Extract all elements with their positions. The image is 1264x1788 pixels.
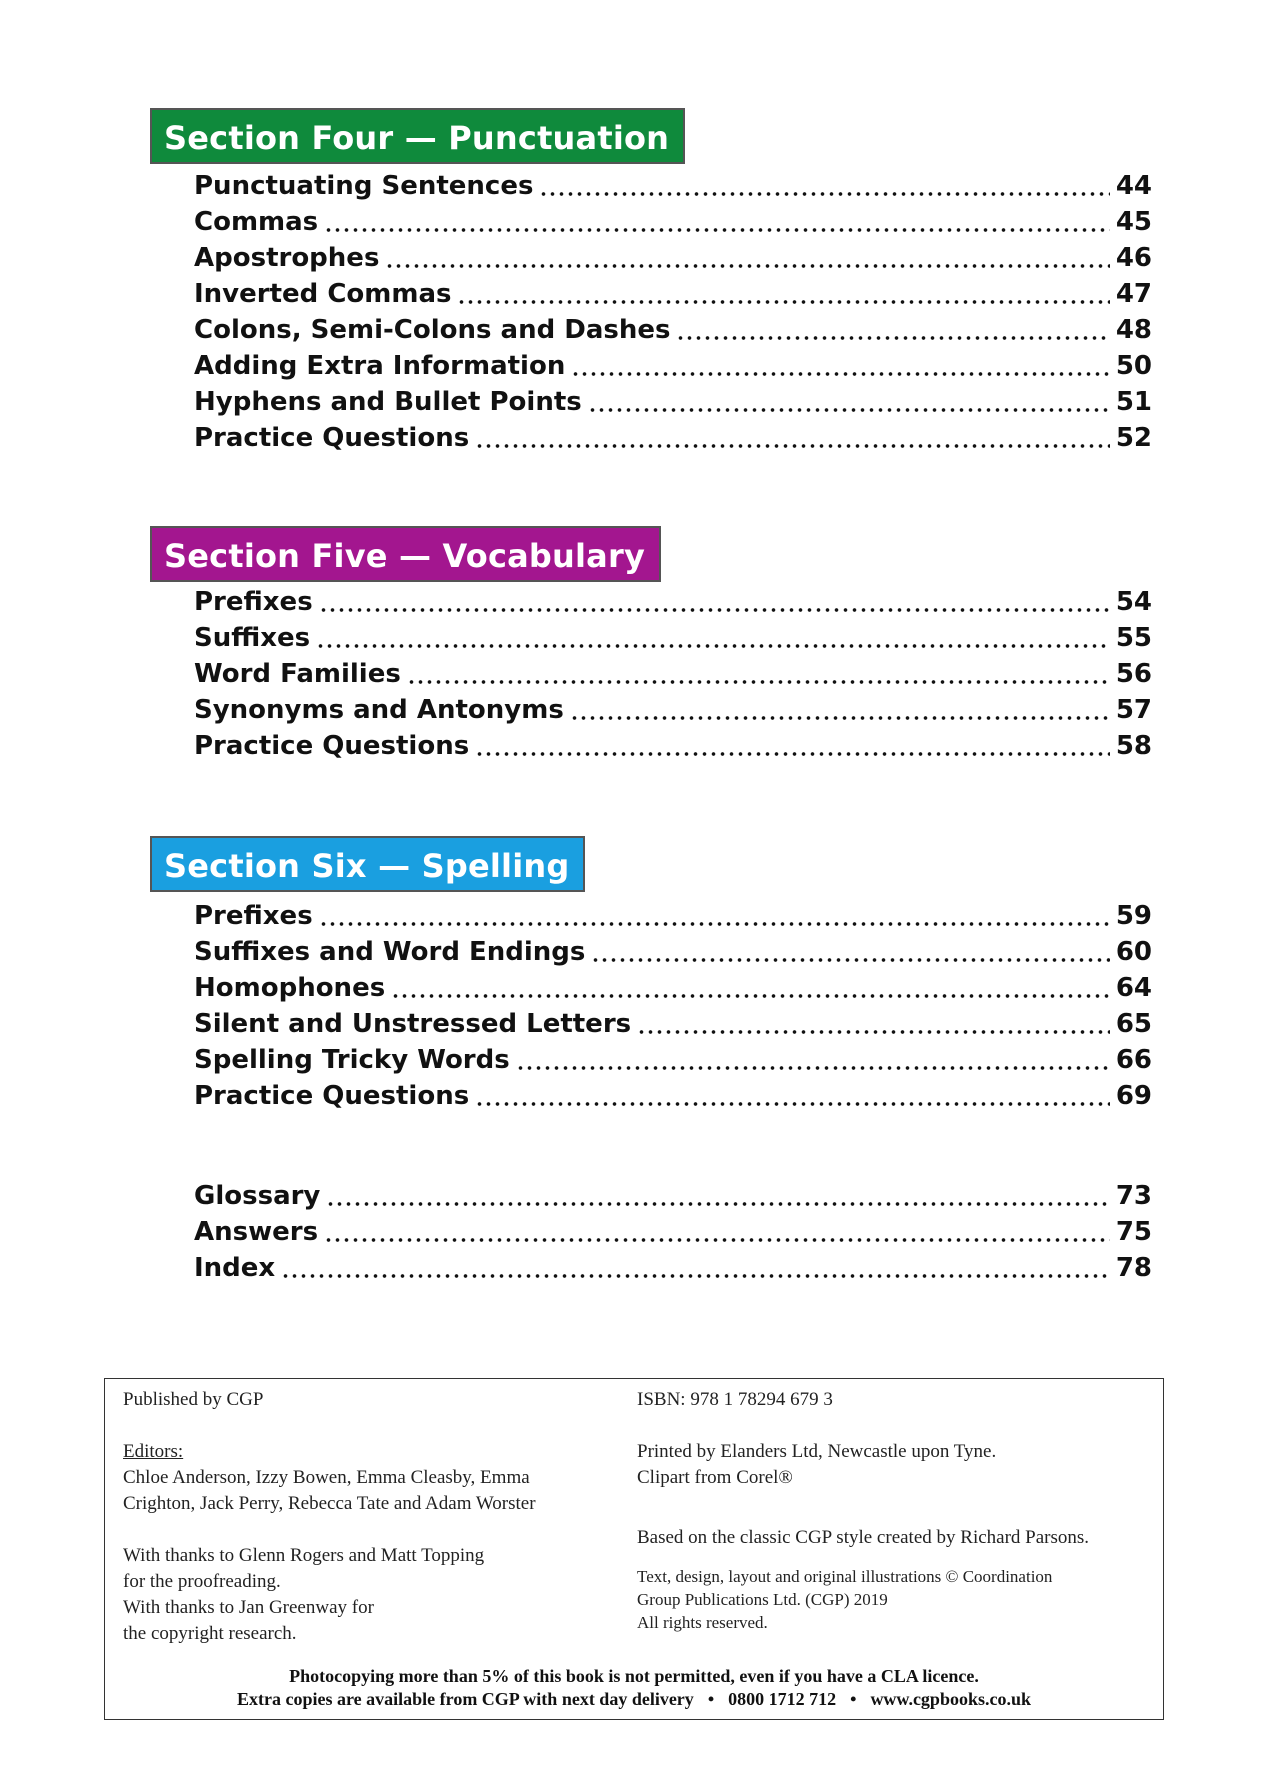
toc-entry-label: Synonyms and Antonyms — [194, 695, 564, 725]
bullet-separator: • — [850, 1689, 857, 1709]
toc-entry-label: Glossary — [194, 1181, 321, 1211]
toc-entry[interactable] — [194, 584, 1152, 620]
copyright-line: Text, design, layout and original illustrations © Coordination — [637, 1567, 1053, 1586]
imprint-right-column — [637, 1387, 1157, 1634]
bullet-separator: • — [707, 1689, 715, 1709]
toc-entry-label: Prefixes — [194, 901, 313, 931]
thanks-line: With thanks to Glenn Rogers and Matt Topping — [123, 1545, 485, 1566]
toc-entry-page: 64 — [1115, 973, 1152, 1003]
toc-entry-label: Hyphens and Bullet Points — [194, 387, 582, 417]
toc-entry[interactable] — [194, 312, 1152, 348]
toc-entry-page: 55 — [1115, 623, 1152, 653]
section-six-banner: Section Six — Spelling — [150, 836, 585, 892]
extra-copies-line — [105, 1688, 1163, 1711]
toc-entry[interactable] — [194, 1078, 1152, 1114]
toc-entry[interactable] — [194, 240, 1152, 276]
toc-entry-page: 46 — [1115, 243, 1152, 273]
toc-entry[interactable] — [194, 276, 1152, 312]
dot-leader — [457, 299, 1110, 305]
dot-leader — [676, 335, 1110, 341]
dot-leader — [319, 607, 1110, 613]
toc-entry[interactable] — [194, 168, 1152, 204]
toc-entry-label: Commas — [194, 207, 319, 237]
back-matter — [150, 1178, 1150, 1286]
dot-leader — [539, 191, 1110, 197]
dot-leader — [391, 993, 1110, 999]
toc-entry-label: Colons, Semi-Colons and Dashes — [194, 315, 671, 345]
toc-entry-page: 56 — [1115, 659, 1152, 689]
toc-entry-page: 75 — [1115, 1217, 1152, 1247]
section-five-banner: Section Five — Vocabulary — [150, 526, 661, 582]
toc-entry-label: Apostrophes — [194, 243, 380, 273]
toc-entry[interactable] — [194, 384, 1152, 420]
dot-leader — [571, 371, 1110, 377]
toc-entry-page: 50 — [1115, 351, 1152, 381]
thanks-line: the copyright research. — [123, 1623, 297, 1644]
toc-entry-page: 59 — [1115, 901, 1152, 931]
dot-leader — [324, 227, 1110, 233]
toc-entry[interactable] — [194, 728, 1152, 764]
dot-leader — [475, 443, 1110, 449]
dot-leader — [475, 751, 1110, 757]
dot-leader — [588, 407, 1110, 413]
section-six-entries — [194, 898, 1152, 1114]
dot-leader — [281, 1273, 1110, 1279]
imprint-footer — [105, 1665, 1163, 1711]
thanks-line: With thanks to Jan Greenway for — [123, 1597, 374, 1618]
section-six — [150, 836, 1150, 1114]
dot-leader — [319, 921, 1110, 927]
toc-entry-page: 73 — [1115, 1181, 1152, 1211]
toc-entry[interactable] — [194, 934, 1152, 970]
toc-entry-label: Index — [194, 1253, 276, 1283]
toc-entry-label: Prefixes — [194, 587, 313, 617]
toc-entry-label: Homophones — [194, 973, 386, 1003]
toc-entry-label: Answers — [194, 1217, 319, 1247]
toc-entry-label: Silent and Unstressed Letters — [194, 1009, 632, 1039]
editors-heading: Editors: — [123, 1441, 184, 1462]
toc-entry-page: 58 — [1115, 731, 1152, 761]
thanks-line: for the proofreading. — [123, 1571, 281, 1592]
copyright-line: All rights reserved. — [637, 1613, 768, 1632]
toc-entry-label: Adding Extra Information — [194, 351, 566, 381]
dot-leader — [570, 715, 1110, 721]
toc-entry-label: Suffixes and Word Endings — [194, 937, 586, 967]
toc-entry[interactable] — [194, 970, 1152, 1006]
toc-entry-page: 48 — [1115, 315, 1152, 345]
dot-leader — [385, 263, 1110, 269]
website-link[interactable]: www.cgpbooks.co.uk — [870, 1689, 1031, 1709]
dot-leader — [407, 679, 1110, 685]
back-matter-entries — [194, 1178, 1152, 1286]
toc-entry[interactable] — [194, 420, 1152, 456]
toc-entry-page: 47 — [1115, 279, 1152, 309]
dot-leader — [516, 1065, 1110, 1071]
dot-leader — [326, 1201, 1110, 1207]
toc-entry-page: 66 — [1115, 1045, 1152, 1075]
toc-entry-label: Inverted Commas — [194, 279, 452, 309]
toc-entry[interactable] — [194, 1250, 1152, 1286]
section-four-entries — [194, 168, 1152, 456]
toc-entry[interactable] — [194, 656, 1152, 692]
clipart-text: Clipart from Corel® — [637, 1467, 793, 1488]
style-credit-text: Based on the classic CGP style created by Richard Parsons. — [637, 1527, 1090, 1548]
section-five-entries — [194, 584, 1152, 764]
toc-entry-label: Practice Questions — [194, 423, 470, 453]
dot-leader — [475, 1101, 1110, 1107]
toc-entry-page: 45 — [1115, 207, 1152, 237]
toc-entry-label: Practice Questions — [194, 731, 470, 761]
toc-entry-label: Suffixes — [194, 623, 311, 653]
phone-number: 0800 1712 712 — [728, 1689, 837, 1709]
extra-copies-text: Extra copies are available from CGP with next day delivery — [237, 1689, 694, 1709]
isbn-text: ISBN: 978 1 78294 679 3 — [637, 1389, 833, 1410]
copyright-line: Group Publications Ltd. (CGP) 2019 — [637, 1590, 888, 1609]
toc-entry[interactable] — [194, 1178, 1152, 1214]
toc-entry-label: Spelling Tricky Words — [194, 1045, 510, 1075]
toc-entry-page: 65 — [1115, 1009, 1152, 1039]
toc-entry[interactable] — [194, 1214, 1152, 1250]
toc-entry-page: 44 — [1115, 171, 1152, 201]
editors-line: Crighton, Jack Perry, Rebecca Tate and Adam Worster — [123, 1493, 536, 1514]
toc-entry[interactable] — [194, 1006, 1152, 1042]
dot-leader — [316, 643, 1110, 649]
photocopy-notice: Photocopying more than 5% of this book is not permitted, even if you have a CLA licence. — [289, 1666, 979, 1686]
toc-entry[interactable] — [194, 620, 1152, 656]
dot-leader — [637, 1029, 1110, 1035]
printer-text: Printed by Elanders Ltd, Newcastle upon Tyne. — [637, 1441, 997, 1462]
editors-line: Chloe Anderson, Izzy Bowen, Emma Cleasby, Emma — [123, 1467, 530, 1488]
toc-entry[interactable] — [194, 692, 1152, 728]
toc-entry-page: 54 — [1115, 587, 1152, 617]
toc-entry[interactable] — [194, 204, 1152, 240]
toc-entry[interactable] — [194, 1042, 1152, 1078]
dot-leader — [324, 1237, 1110, 1243]
section-five — [150, 526, 1150, 764]
toc-entry-page: 51 — [1115, 387, 1152, 417]
imprint-left-column — [123, 1387, 623, 1647]
section-four — [150, 108, 1150, 456]
toc-entry-page: 60 — [1115, 937, 1152, 967]
toc-entry-label: Practice Questions — [194, 1081, 470, 1111]
toc-entry[interactable] — [194, 898, 1152, 934]
toc-entry-page: 78 — [1115, 1253, 1152, 1283]
publisher-text: Published by CGP — [123, 1389, 264, 1410]
section-four-banner: Section Four — Punctuation — [150, 108, 685, 164]
toc-entry-page: 69 — [1115, 1081, 1152, 1111]
imprint-box — [104, 1378, 1164, 1720]
dot-leader — [591, 957, 1110, 963]
toc-entry[interactable] — [194, 348, 1152, 384]
toc-entry-label: Word Families — [194, 659, 401, 689]
toc-entry-page: 57 — [1115, 695, 1152, 725]
toc-entry-page: 52 — [1115, 423, 1152, 453]
toc-entry-label: Punctuating Sentences — [194, 171, 534, 201]
